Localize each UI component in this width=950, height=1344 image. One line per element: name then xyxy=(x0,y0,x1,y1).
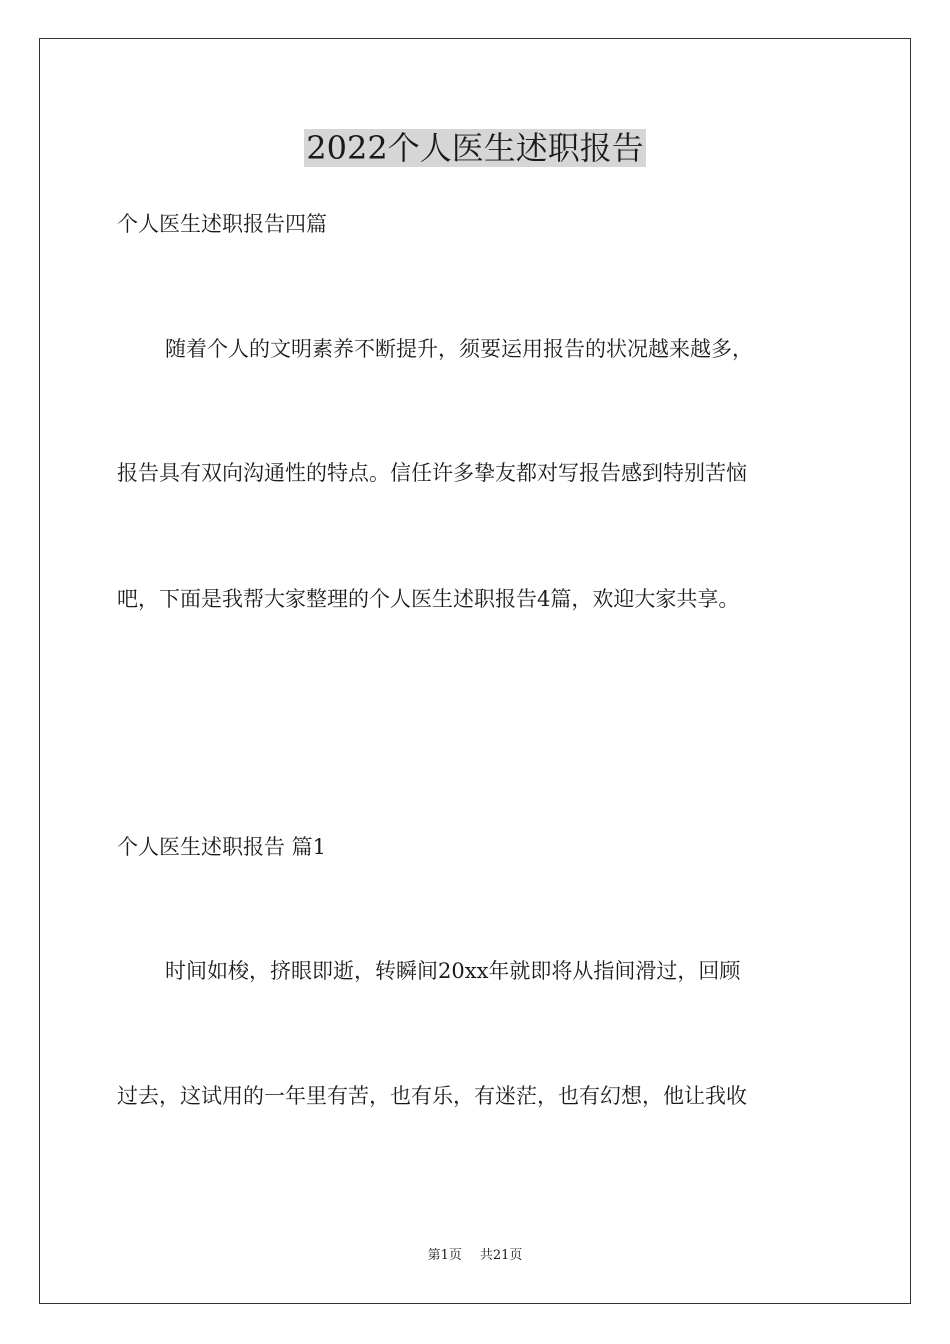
document-title-text: 2022个人医生述职报告 xyxy=(306,129,644,167)
document-subtitle: 个人医生述职报告四篇 xyxy=(117,212,327,236)
page-total: 共21页 xyxy=(479,1248,523,1263)
page-number: 第1页 xyxy=(427,1248,462,1263)
section-line-1: 时间如梭，挤眼即逝，转瞬间20xx年就即将从指间滑过，回顾 xyxy=(165,959,741,983)
section-heading: 个人医生述职报告 篇1 xyxy=(117,835,327,859)
page-footer xyxy=(0,1247,950,1265)
document-title xyxy=(0,124,950,172)
section-line-2: 过去，这试用的一年里有苦，也有乐，有迷茫，也有幻想，他让我收 xyxy=(117,1084,747,1108)
intro-line-1: 随着个人的文明素养不断提升，须要运用报告的状况越来越多， xyxy=(165,337,753,361)
intro-line-3: 吧，下面是我帮大家整理的个人医生述职报告4篇，欢迎大家共享。 xyxy=(117,587,740,611)
intro-line-2: 报告具有双向沟通性的特点。信任许多挚友都对写报告感到特别苦恼 xyxy=(117,461,747,485)
